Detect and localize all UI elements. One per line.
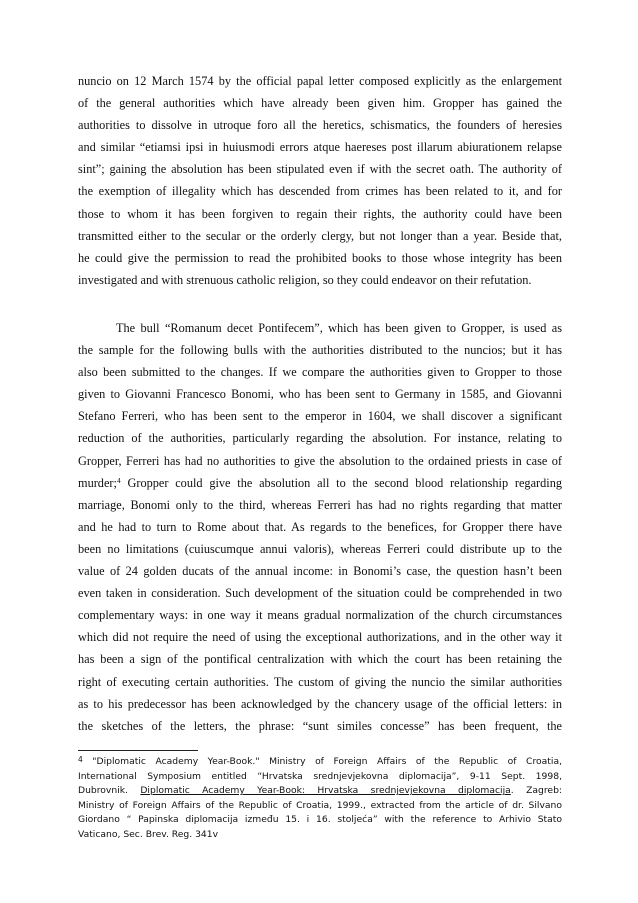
text-line: been no limitations (cuiuscumque annui valoris), whereas Ferreri could distribute up to the <box>78 541 562 556</box>
text-line: authorities to dissolve in utroque foro all the heretics, schismatics, the founders of heresies <box>78 118 562 133</box>
text-line: which did not require the need of using the exceptional authorizations, and in the other way it <box>78 630 562 645</box>
text-line: complementary ways: in one way it means gradual normalization of the church circumstances <box>78 608 562 623</box>
footnote-number: 4 <box>78 755 83 764</box>
text-line: as to his predecessor has been acknowledged by the chancery usage of the official letters: in <box>78 696 562 711</box>
text-line: marriage, Bonomi only to the third, whereas Ferreri has had no rights regarding that matter <box>78 497 562 512</box>
paragraph-1 <box>78 70 562 291</box>
text-line: the sketches of the letters, the phrase: “sunt similes concesse” has been frequent, the <box>78 718 562 733</box>
footnote-line: International Symposium entitled “Hrvatska srednjevjekovna diplomacija”, 9-11 Sept. 1998, <box>78 770 562 782</box>
footnote-line: Ministry of Foreign Affairs of the Republic of Croatia, 1999., extracted from the article of dr. Silvano <box>78 799 562 811</box>
footnote-text: Dubrovnik. <box>78 785 141 797</box>
text-line: the exemption of illegality which has descended from crimes has been related to it, and for <box>78 184 562 199</box>
text-line: of the general authorities which have already been given him. Gropper has gained the <box>78 96 562 111</box>
text-line: he could give the permission to read the prohibited books to those whose integrity has been <box>78 250 562 265</box>
text-line: and he had to turn to Rome about that. As regards to the benefices, for Gropper there have <box>78 519 562 534</box>
text-line: sint”; gaining the absolution has been stipulated even if with the secret oath. The authority of <box>78 162 562 177</box>
footnote-reference[interactable]: 4 <box>116 475 121 485</box>
footnote <box>78 755 562 843</box>
text-line: has been a sign of the pontifical centralization with which the court has been retaining the <box>78 652 562 667</box>
text-line: given to Giovanni Francesco Bonomi, who has been sent to Germany in 1585, and Giovanni <box>78 387 562 402</box>
text-line: and similar “etiamsi ipsi in huiusmodi errors atque haereses post illarum abiurationem relapse <box>78 140 562 155</box>
text-line: investigated and with strenuous catholic religion, so they could endeavor on their refutation. <box>78 272 532 287</box>
text-line: transmitted either to the secular or the orderly clergy, but not longer than a year. Beside that, <box>78 228 562 243</box>
footnote-title-underlined: Diplomatic Academy Year-Book: Hrvatska srednjevjekovna diplomacija <box>140 785 511 797</box>
text-line: value of 24 golden ducats of the annual income: in Bonomi’s case, the question hasn’t been <box>78 564 562 579</box>
text-line-with-note <box>78 472 562 494</box>
footnote-line: Giordano “ Papinska diplomacija između 15. i 16. stoljeća” with the reference to Arhivio Stato <box>78 814 562 826</box>
text-line: nuncio on 12 March 1574 by the official papal letter composed explicitly as the enlargement <box>78 74 562 88</box>
footnote-text: "Diplomatic Academy Year-Book." Ministry of Foreign Affairs of the Republic of Croatia, <box>82 756 562 767</box>
text-line: even taken in consideration. Such development of the situation could be comprehended in two <box>78 586 562 601</box>
text-line: those to whom it has been forgiven to regain their rights, the authority could have been <box>78 206 562 221</box>
footnote-text: . Zagreb: <box>510 785 562 797</box>
text-line: also been submitted to the changes. If we compare the authorities given to Gropper to those <box>78 365 562 380</box>
footnote-line: Vaticano, Sec. Brev. Reg. 341v <box>78 828 219 840</box>
footnote-separator <box>78 750 198 751</box>
text-segment: Gropper could give the absolution all to the second blood relationship regarding <box>120 475 562 490</box>
footnote-line <box>78 784 562 799</box>
text-line: reduction of the authorities, particularly regarding the absolution. For instance, relating to <box>78 431 562 446</box>
text-line: Stefano Ferreri, who has been sent to the emperor in 1604, we shall discover a significant <box>78 409 562 424</box>
text-line: Gropper, Ferreri has had no authorities to give the absolution to the ordained priests in case of <box>78 453 562 468</box>
text-line: The bull “Romanum decet Pontifecem”, which has been given to Gropper, is used as <box>116 321 562 335</box>
text-segment: murder; <box>78 475 117 490</box>
text-line: the sample for the following bulls with the authorities distributed to the nuncios; but it has <box>78 343 562 358</box>
footnote-line <box>78 755 562 770</box>
paragraph-2 <box>78 317 562 737</box>
text-line: right of executing certain authorities. The custom of giving the nuncio the similar authorities <box>78 674 562 689</box>
